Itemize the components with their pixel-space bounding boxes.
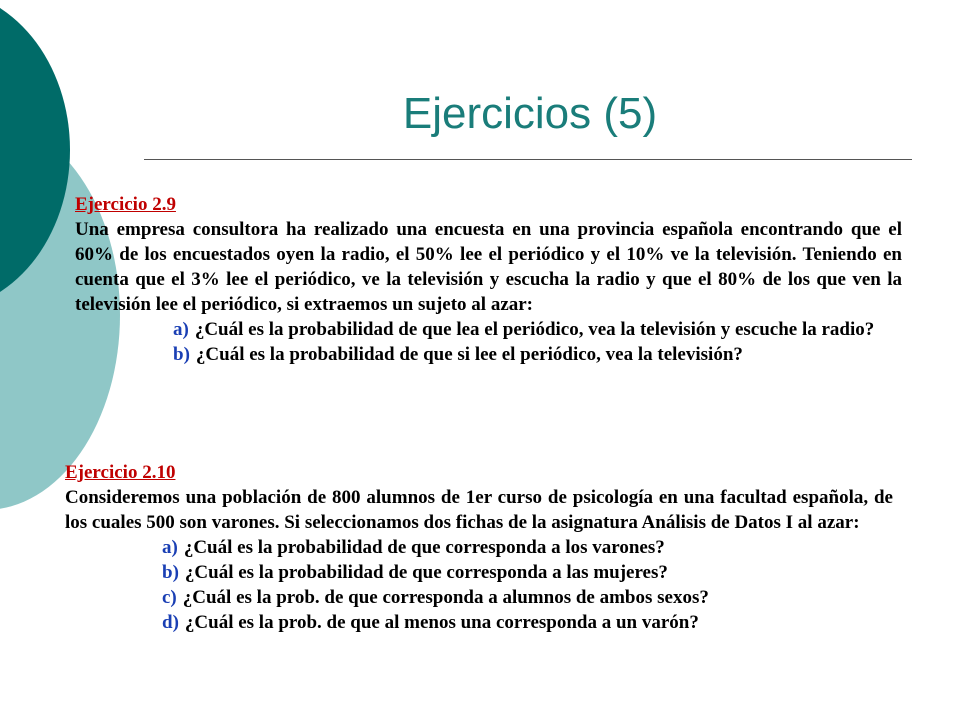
question-letter: a) (173, 319, 189, 340)
question-letter: b) (162, 562, 179, 583)
question-item (162, 535, 893, 560)
question-item (162, 560, 893, 585)
question-item (162, 585, 893, 610)
slide-title: Ejercicios (5) (402, 89, 658, 138)
question-text: ¿Cuál es la probabilidad de que lea el periódico, vea la televisión y escuche la radio? (194, 319, 875, 340)
question-letter: c) (162, 587, 177, 608)
exercise-heading: Ejercicio 2.10 (65, 462, 176, 483)
exercise-statement: Una empresa consultora ha realizado una encuesta en una provincia española encontrando que el 60% de los encuestados oyen la radio, el 50% lee el periódico y el 10% ve la televisión. Teniendo en cuenta que el 3% lee el periódico, ve la televisión y escucha la radio y que el 80% de los que ven la televisión lee el periódico, si extraemos un sujeto al azar: (75, 219, 902, 315)
question-text: ¿Cuál es la probabilidad de que corresponda a las mujeres? (184, 562, 668, 583)
title-divider (144, 159, 912, 160)
question-text: ¿Cuál es la probabilidad de que corresponda a los varones? (183, 537, 665, 558)
question-list (173, 317, 902, 367)
exercise-2-10 (65, 460, 893, 635)
question-letter: d) (162, 612, 179, 633)
question-item (173, 342, 902, 367)
question-text: ¿Cuál es la prob. de que al menos una corresponda a un varón? (184, 612, 699, 633)
question-letter: b) (173, 344, 190, 365)
exercise-statement: Consideremos una población de 800 alumnos de 1er curso de psicología en una facultad española, de los cuales 500 son varones. Si seleccionamos dos fichas de la asignatura Análisis de Datos I al azar: (65, 487, 893, 533)
exercise-2-9 (75, 192, 902, 367)
question-item (173, 317, 902, 342)
question-letter: a) (162, 537, 178, 558)
question-text: ¿Cuál es la prob. de que corresponda a alumnos de ambos sexos? (182, 587, 709, 608)
question-item (162, 610, 893, 635)
question-text: ¿Cuál es la probabilidad de que si lee el periódico, vea la televisión? (195, 344, 743, 365)
exercise-heading: Ejercicio 2.9 (75, 194, 176, 215)
question-list (162, 535, 893, 635)
